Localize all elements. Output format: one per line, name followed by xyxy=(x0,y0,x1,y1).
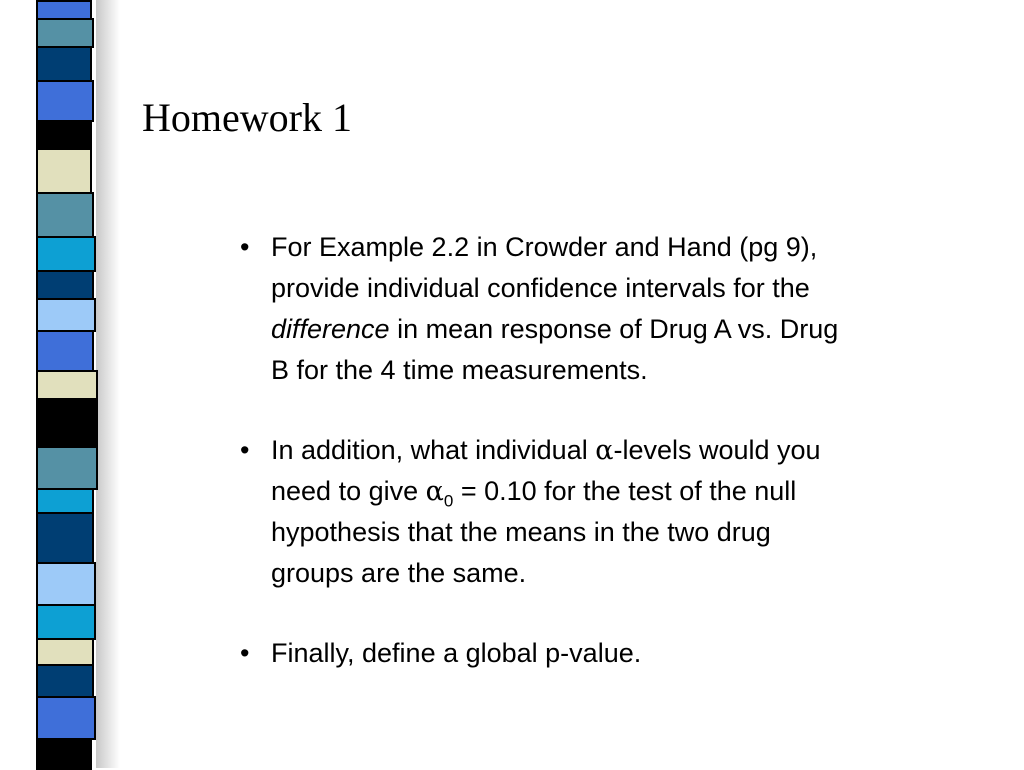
bullet-list xyxy=(240,227,1000,713)
bullet-item-global-p-value xyxy=(240,633,1000,674)
color-stripe xyxy=(36,664,94,698)
color-stripe xyxy=(36,738,92,770)
color-stripe xyxy=(36,604,96,640)
color-stripe xyxy=(36,236,96,272)
color-stripe xyxy=(36,46,92,82)
bullet-text-fragment: in mean response of Drug A vs. Drug xyxy=(389,314,839,344)
decorative-stripe-bar xyxy=(0,0,120,768)
bullet-text-line: Finally, define a global p-value. xyxy=(271,638,642,668)
bullet-marker: • xyxy=(240,638,250,668)
alpha-zero-symbol: α xyxy=(425,476,444,507)
emphasis-difference: difference xyxy=(271,314,390,344)
alpha-symbol: α xyxy=(595,435,614,466)
color-stripe xyxy=(36,446,98,490)
bullet-marker: • xyxy=(240,232,250,262)
bullet-text-line xyxy=(271,430,1000,471)
bullet-text-line: hypothesis that the means in the two drug xyxy=(271,517,771,547)
color-stripe xyxy=(36,488,94,514)
bullet-item-alpha-levels xyxy=(240,430,1000,594)
bullet-text-line: B for the 4 time measurements. xyxy=(271,355,648,385)
bullet-text-fragment: In addition, what individual xyxy=(271,435,596,465)
color-stripe xyxy=(36,370,98,400)
color-stripe xyxy=(36,0,92,20)
bullet-text-fragment: -levels would you xyxy=(613,435,821,465)
color-stripe xyxy=(36,18,94,48)
color-stripe xyxy=(36,696,96,740)
bullet-text-line: provide individual confidence intervals for the xyxy=(271,273,810,303)
bullet-text-fragment: need to give xyxy=(271,476,426,506)
color-stripe xyxy=(36,298,96,332)
stripe-bar-shadow xyxy=(96,0,120,768)
color-stripe xyxy=(36,148,92,194)
color-stripe xyxy=(36,638,94,666)
color-stripe xyxy=(36,192,94,238)
color-stripe xyxy=(36,80,94,122)
bullet-text-line: For Example 2.2 in Crowder and Hand (pg 9), xyxy=(271,232,818,262)
color-stripe xyxy=(36,120,92,150)
color-stripe xyxy=(36,562,96,606)
bullet-text-line xyxy=(271,309,1000,350)
bullet-marker: • xyxy=(240,435,250,465)
color-stripe xyxy=(36,270,94,300)
bullet-text-fragment: = 0.10 for the test of the null xyxy=(453,476,797,506)
color-stripe xyxy=(36,398,98,448)
color-stripe xyxy=(36,512,94,564)
alpha-zero-subscript: 0 xyxy=(443,491,454,511)
slide-title: Homework 1 xyxy=(142,95,352,140)
bullet-text-line xyxy=(271,471,1000,512)
bullet-text-line: groups are the same. xyxy=(271,558,527,588)
color-stripe xyxy=(36,330,94,372)
bullet-item-confidence-intervals xyxy=(240,227,1000,391)
